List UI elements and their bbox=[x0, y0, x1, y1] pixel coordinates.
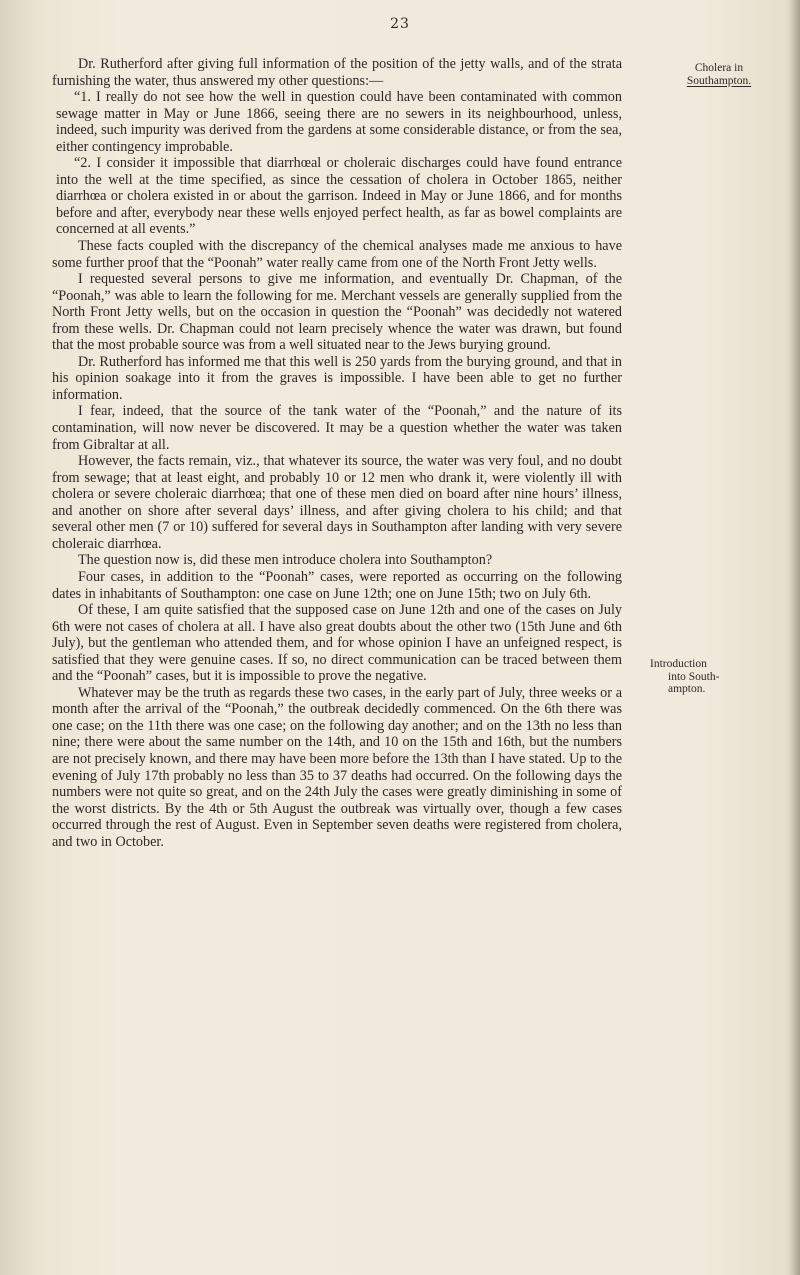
paragraph: The question now is, did these men introduce cholera into Southampton? bbox=[78, 552, 493, 569]
paragraph: Of these, I am quite satisfied that the supposed case on June 12th and one of the cases on July 6th were not cases of cholera at all. I have also great doubts about the other two (15th June and 6th July), but the gentleman who attended them, and for whose opinion I have an unfeigned respect, is satisfied that they were genuine cases. If so, no direct communication can be traced between them and the “Poonah” cases, but it is impossible to prove the negative. bbox=[52, 602, 622, 685]
paragraph: Whatever may be the truth as regards these two cases, in the early part of July, three weeks or a month after the arrival of the “Poonah,” the outbreak decidedly commenced. On the 6th there was one case; on the 11th there was one case; on the following day another; and on the 13th no less than nine; there were about the same number on the 14th, and 10 on the 15th and 16th, but the numbers are not precisely known, and there may have been more before the 13th than I have stated. Up to the evening of July 17th probably no less than 35 to 37 deaths had occurred. On the following days the numbers were not quite so great, and on the 24th July the cases were greatly diminishing in some of the worst districts. By the 4th or 5th August the outbreak was virtually over, though a few cases occurred through the rest of August. Even in September seven deaths were registered from cholera, and two in October. bbox=[52, 684, 622, 850]
margin-note-cholera-in-southampton bbox=[668, 62, 770, 87]
paragraph: Four cases, in addition to the “Poonah” cases, were reported as occurring on the following dates in inhabitants of Southampton: one case on June 12th; one on June 15th; two on July 6th. bbox=[52, 568, 622, 602]
body-text bbox=[52, 56, 622, 850]
page-edge-shadow bbox=[790, 0, 800, 1275]
paragraph: However, the facts remain, viz., that whatever its source, the water was very foul, and no doubt from sewage; that at least eight, and probably 10 or 12 men who drank it, were violently ill with cholera or severe choleraic diarrhœa; that one of these men died on board after nine hours’ illness, and another on shore after several days’ illness, and after giving cholera to his child; and that several other men (7 or 10) suffered for several days in Southampton after landing with very severe choleraic diarrhœa. bbox=[52, 453, 622, 552]
quoted-paragraph: “2. I consider it impossible that diarrhœal or choleraic discharges could have found entrance into the well at the time specified, as since the cessation of cholera in October 1865, neither diarrhœa or cholera existed in or about the garrison. Indeed in May or June 1866, and for months before and after, everybody near these wells enjoyed perfect health, as far as bowel complaints are concerned at all events.” bbox=[56, 155, 622, 238]
margin-note-line: Introduction bbox=[650, 658, 707, 670]
quoted-paragraph: “1. I really do not see how the well in question could have been contaminated with common sewage matter in May or June 1866, seeing there are no sewers in its neighbourhood, unless, indeed, such impurity was derived from the gardens at some considerable distance, or from the sea, either contingency improbable. bbox=[56, 89, 622, 155]
margin-note-line: Southampton. bbox=[686, 74, 752, 87]
margin-note-line: ampton. bbox=[668, 683, 706, 695]
paragraph: These facts coupled with the discrepancy of the chemical analyses made me anxious to have some further proof that the “Poonah” water really came from one of the North Front Jetty wells. bbox=[52, 238, 622, 271]
paragraph: I requested several persons to give me information, and eventually Dr. Chapman, of the “Poonah,” was able to learn the following for me. Merchant vessels are generally supplied from the North Front Jetty wells, but on the occasion in question the “Poonah” was decidedly not watered from these wells. Dr. Chapman could not learn precisely whence the water was drawn, but found that the most probable source was from a well situated near to the Jews burying ground. bbox=[52, 271, 622, 354]
paragraph: Dr. Rutherford after giving full information of the position of the jetty walls, and of the strata furnishing the water, thus answered my other questions:— bbox=[52, 56, 622, 89]
paragraph: Dr. Rutherford has informed me that this well is 250 yards from the burying ground, and that in his opinion soakage into it from the graves is impossible. I have been able to get no further information. bbox=[52, 353, 622, 403]
paragraph: I fear, indeed, that the source of the tank water of the “Poonah,” and the nature of its contamination, will now never be discovered. It may be a question whether the water was taken from Gibraltar at all. bbox=[52, 403, 622, 453]
margin-note-line: into South- bbox=[668, 670, 720, 683]
margin-note-line: Cholera in bbox=[694, 62, 744, 74]
page-number: 23 bbox=[390, 16, 410, 32]
margin-note-introduction bbox=[650, 658, 760, 696]
